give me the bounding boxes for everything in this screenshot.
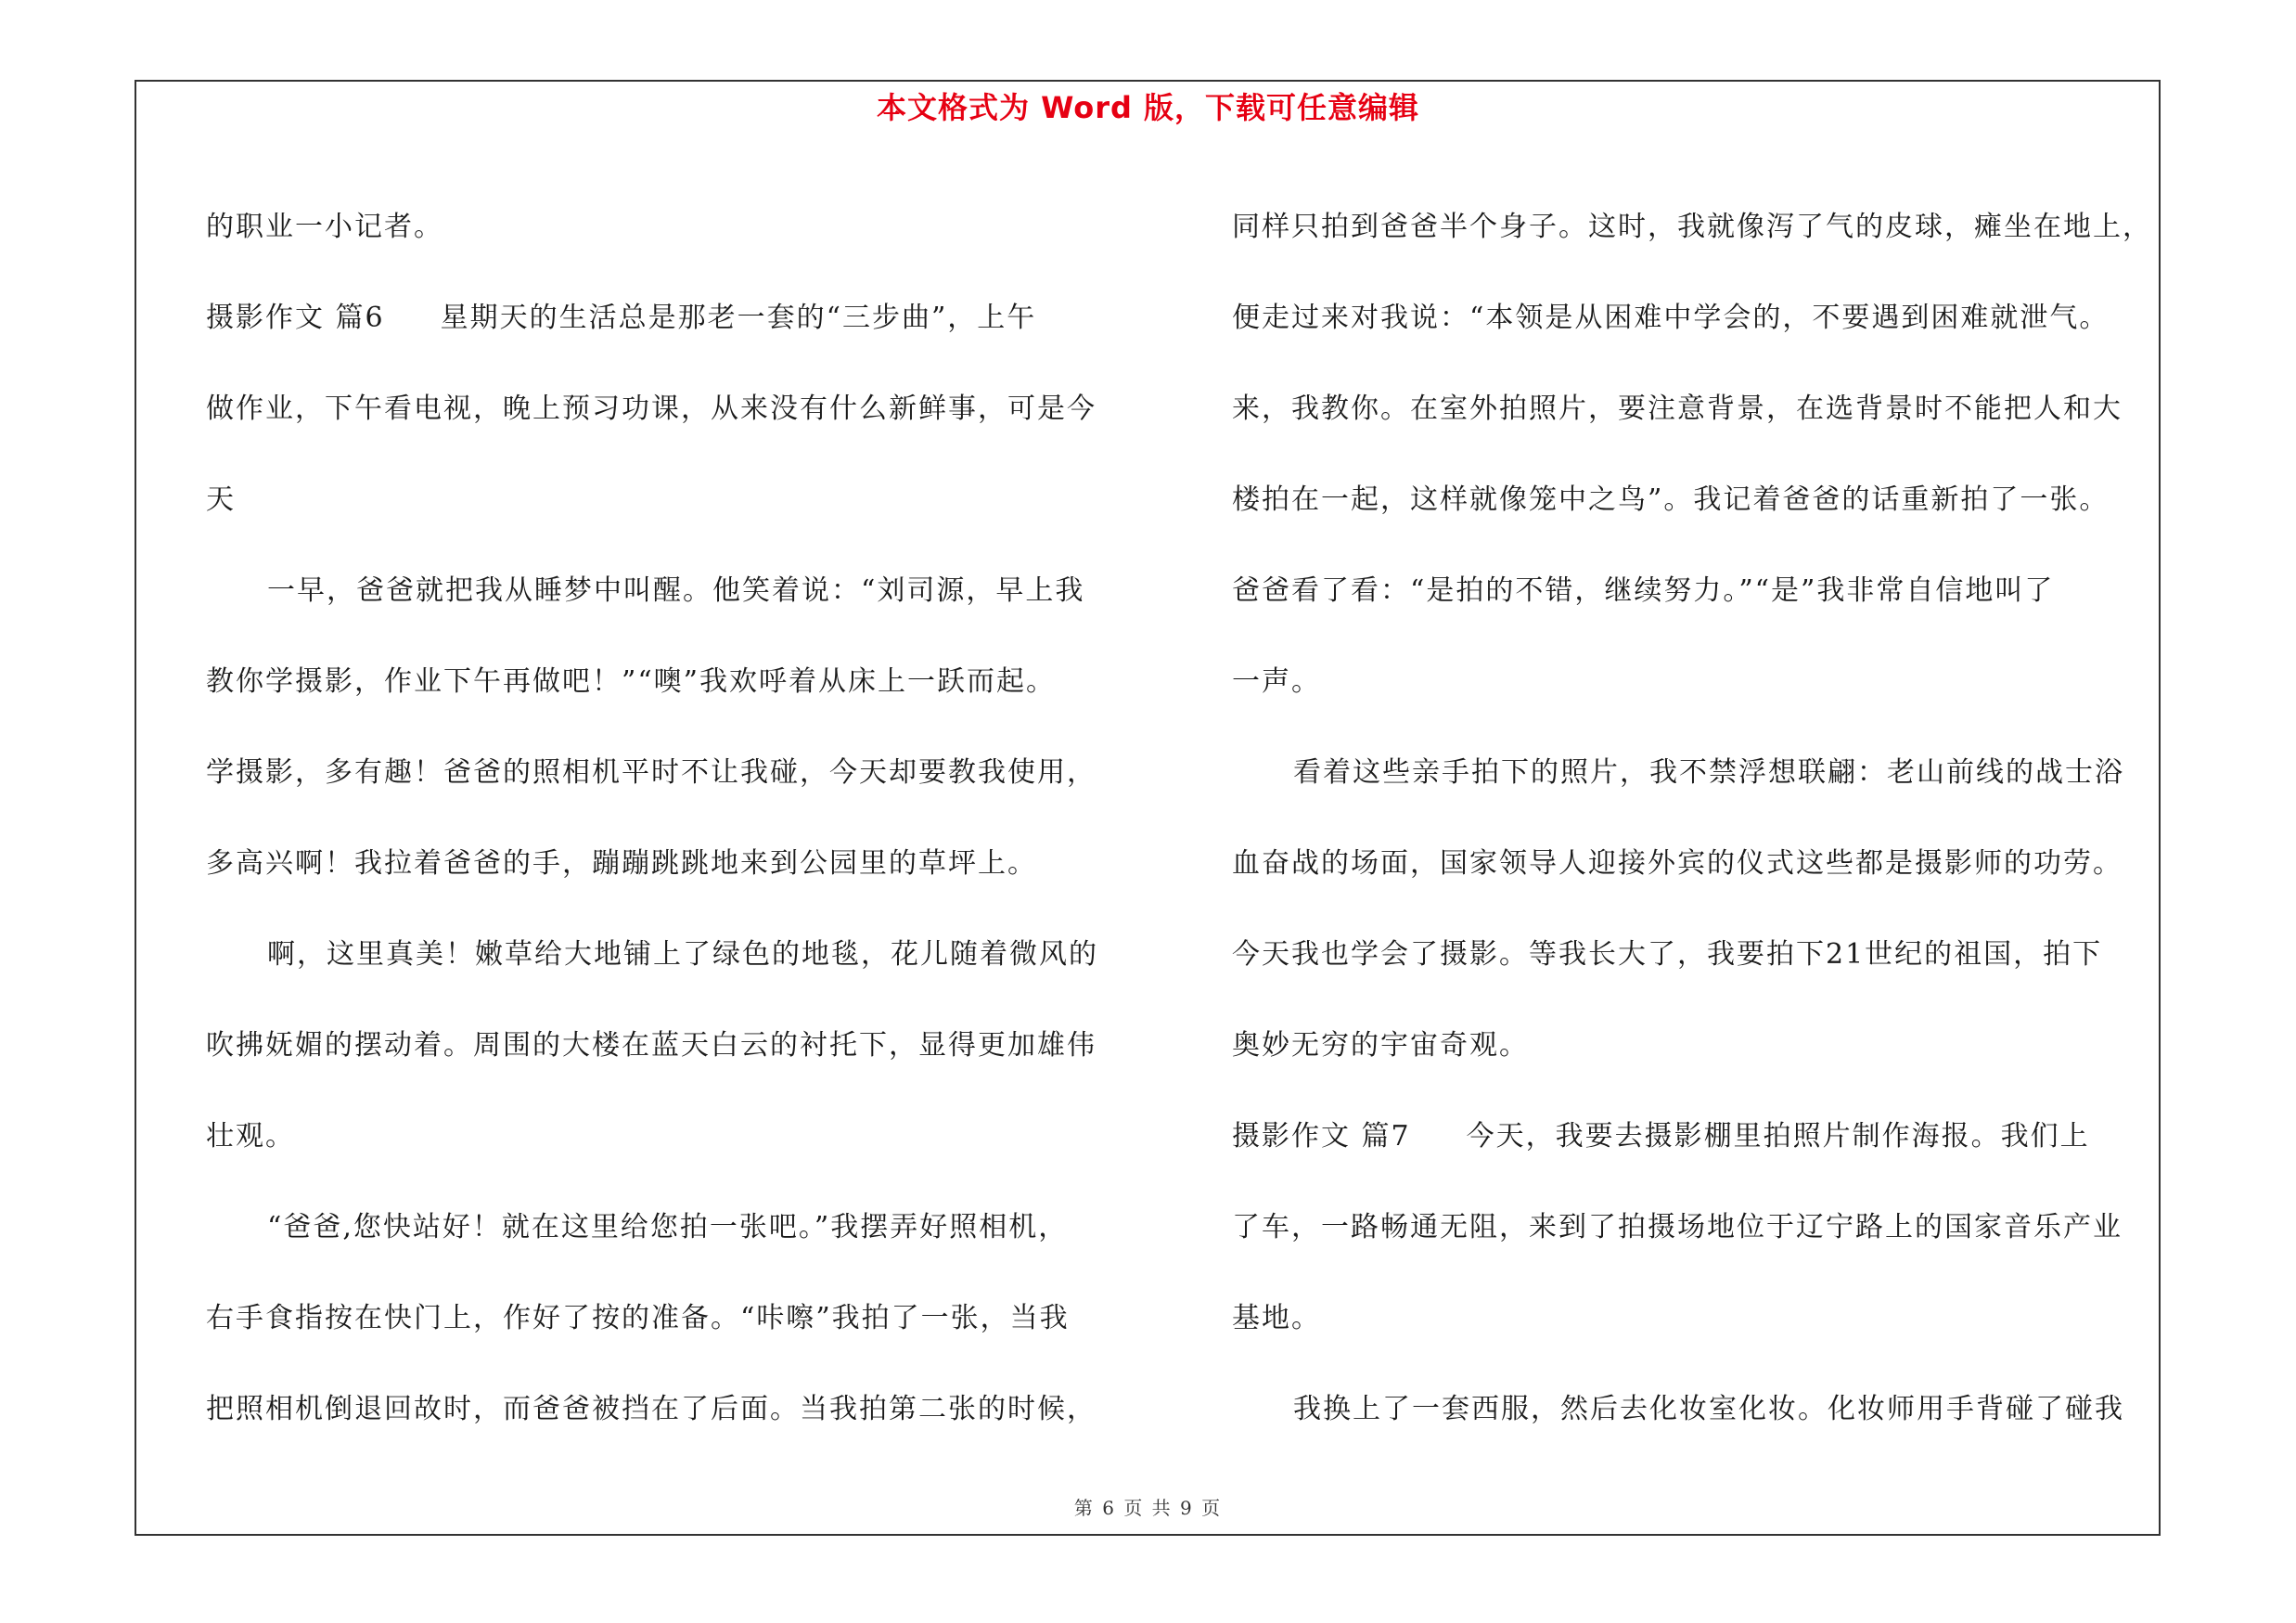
paragraph-start-line: 我换上了一套西服，然后去化妆室化妆。化妆师用手背碰了碰我 bbox=[1293, 1393, 2124, 1425]
text-line: 爸爸看了看：“是拍的不错，继续努力。”“是”我非常自信地叫了 bbox=[1232, 574, 2055, 607]
text-line: 便走过来对我说：“本领是从困难中学会的，不要遇到困难就泄气。 bbox=[1232, 302, 2110, 334]
text-line: 多高兴啊！我拉着爸爸的手，蹦蹦跳跳地来到公园里的草坪上。 bbox=[206, 847, 1037, 880]
text-line-heading bbox=[1232, 1091, 2169, 1182]
paragraph-start-line: 一早，爸爸就把我从睡梦中叫醒。他笑着说：“刘司源，早上我 bbox=[267, 574, 1085, 607]
section-first-line: 星期天的生活总是那老一套的“三步曲”，上午 bbox=[440, 302, 1037, 334]
page-number-footer: 第 6 页 共 9 页 bbox=[1073, 1497, 1223, 1519]
section-heading: 摄影作文 篇6 bbox=[206, 302, 385, 334]
paragraph-start-line: 啊，这里真美！嫩草给大地铺上了绿色的地毯，花儿随着微风的 bbox=[267, 938, 1098, 971]
text-line: 了车，一路畅通无阻，来到了拍摄场地位于辽宁路上的国家音乐产业 bbox=[1232, 1211, 2123, 1243]
text-line: 右手食指按在快门上，作好了按的准备。“咔嚓”我拍了一张，当我 bbox=[206, 1302, 1070, 1334]
text-line: 一声。 bbox=[1232, 665, 1321, 698]
text-line: 壮观。 bbox=[206, 1120, 295, 1153]
text-line-heading bbox=[206, 273, 1143, 364]
text-line: 同样只拍到爸爸半个身子。这时，我就像泻了气的皮球，瘫坐在地上， bbox=[1232, 211, 2152, 243]
section-heading: 摄影作文 篇7 bbox=[1232, 1120, 1411, 1153]
text-line: 血奋战的场面，国家领导人迎接外宾的仪式这些都是摄影师的功劳。 bbox=[1232, 847, 2123, 880]
text-line: 天 bbox=[206, 483, 236, 516]
text-line: 把照相机倒退回故时，而爸爸被挡在了后面。当我拍第二张的时候， bbox=[206, 1393, 1097, 1425]
right-column bbox=[1232, 182, 2169, 1455]
text-line: 楼拍在一起，这样就像笼中之鸟”。我记着爸爸的话重新拍了一张。 bbox=[1232, 483, 2110, 516]
paragraph-start-line: “爸爸,您快站好！就在这里给您拍一张吧。”我摆弄好照相机， bbox=[267, 1211, 1069, 1243]
section-first-line: 今天，我要去摄影棚里拍照片制作海报。我们上 bbox=[1466, 1120, 2090, 1153]
left-column bbox=[206, 182, 1143, 1455]
text-line: 来，我教你。在室外拍照片，要注意背景，在选背景时不能把人和大 bbox=[1232, 393, 2123, 425]
paragraph-start-line: 看着这些亲手拍下的照片，我不禁浮想联翩：老山前线的战士浴 bbox=[1293, 756, 2124, 789]
text-line: 的职业一小记者。 bbox=[206, 211, 443, 243]
text-line: 今天我也学会了摄影。等我长大了，我要拍下21世纪的祖国，拍下 bbox=[1232, 938, 2103, 971]
text-line: 吹拂妩媚的摆动着。周围的大楼在蓝天白云的衬托下，显得更加雄伟 bbox=[206, 1029, 1097, 1062]
text-line: 奥妙无穷的宇宙奇观。 bbox=[1232, 1029, 1529, 1062]
text-line: 教你学摄影，作业下午再做吧！”“噢”我欢呼着从床上一跃而起。 bbox=[206, 665, 1057, 698]
text-line: 学摄影，多有趣！爸爸的照相机平时不让我碰，今天却要教我使用， bbox=[206, 756, 1097, 789]
text-line: 做作业，下午看电视，晚上预习功课，从来没有什么新鲜事，可是今 bbox=[206, 393, 1097, 425]
header-banner: 本文格式为 Word 版，下载可任意编辑 bbox=[876, 90, 1420, 125]
text-line: 基地。 bbox=[1232, 1302, 1321, 1334]
